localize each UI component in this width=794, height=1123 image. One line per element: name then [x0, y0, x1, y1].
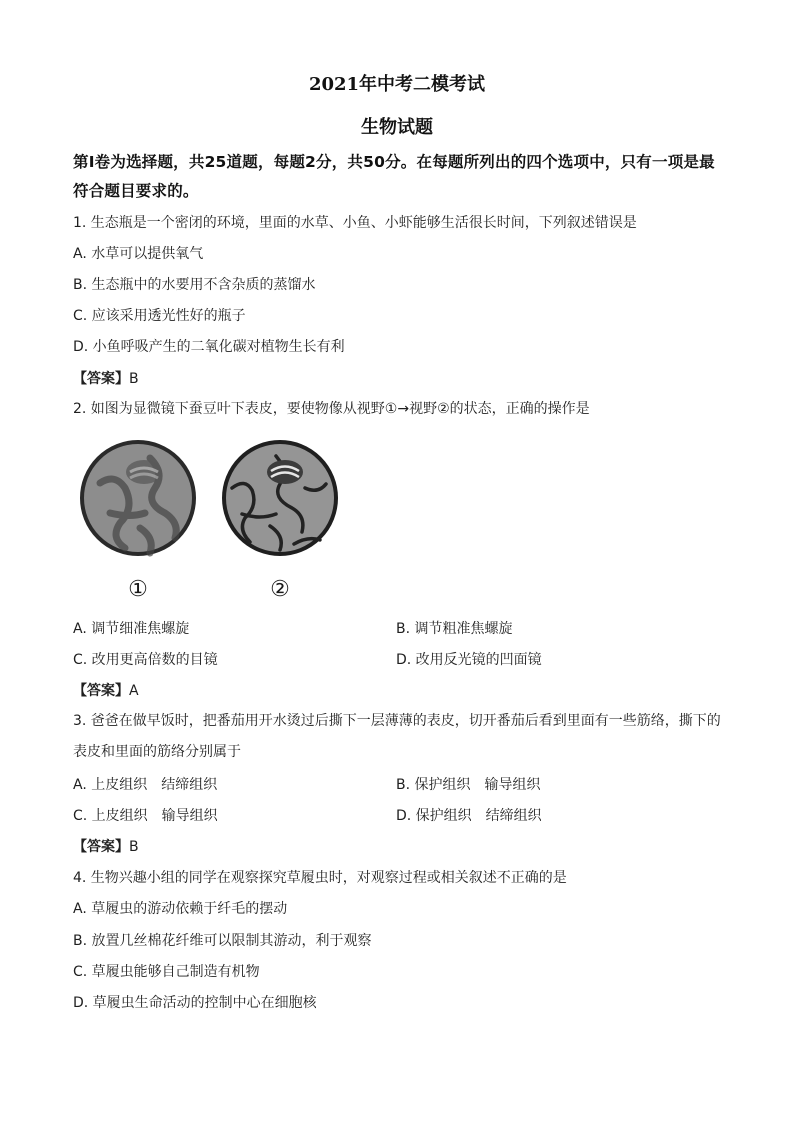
page-subtitle: 生物试题 [361, 117, 433, 138]
question-1-option-a: A. 水草可以提供氧气 [73, 246, 204, 262]
microscope-view-figure [80, 428, 350, 608]
question-2-answer [73, 682, 139, 700]
question-2-stem: 2. 如图为显微镜下蚕豆叶下表皮，要使物像从视野①→视野②的状态，正确的操作是 [73, 401, 590, 417]
question-3-stem-line-2: 表皮和里面的筋络分别属于 [73, 744, 241, 760]
question-1-option-b: B. 生态瓶中的水要用不含杂质的蒸馏水 [73, 277, 316, 293]
question-2-option-a: A. 调节细准焦螺旋 [73, 621, 190, 637]
question-1-stem: 1. 生态瓶是一个密闭的环境，里面的水草、小鱼、小虾能够生活很长时间，下列叙述错误是 [73, 215, 637, 231]
question-4-option-a: A. 草履虫的游动依赖于纤毛的摆动 [73, 901, 288, 917]
answer-label: 【答案】 [73, 371, 129, 387]
question-1-option-c: C. 应该采用透光性好的瓶子 [73, 308, 246, 324]
question-4-option-c: C. 草履虫能够自己制造有机物 [73, 964, 260, 980]
microscope-view-2 [224, 442, 336, 554]
question-1-answer [73, 370, 139, 388]
answer-label: 【答案】 [73, 683, 129, 699]
answer-value: B [129, 839, 139, 855]
figure-label-2: ② [270, 577, 290, 602]
section-instructions: 第I卷为选择题，共25道题，每题2分，共50分。在每题所列出的四个选项中，只有一项是最符合题目要求的。 [73, 153, 715, 200]
question-3-option-b: B. 保护组织 输导组织 [396, 777, 541, 793]
question-3-option-c: C. 上皮组织 输导组织 [73, 808, 218, 824]
answer-value: A [129, 683, 139, 699]
question-1-option-d: D. 小鱼呼吸产生的二氧化碳对植物生长有利 [73, 339, 345, 355]
question-4-stem: 4. 生物兴趣小组的同学在观察探究草履虫时，对观察过程或相关叙述不正确的是 [73, 870, 567, 886]
microscope-view-1 [82, 442, 194, 554]
answer-value: B [129, 371, 139, 387]
page-title: 2021年中考二模考试 [308, 74, 486, 95]
answer-label: 【答案】 [73, 839, 129, 855]
question-3-stem-line-1: 3. 爸爸在做早饭时，把番茄用开水烫过后撕下一层薄薄的表皮，切开番茄后看到里面有一些筋络，撕下的 [73, 713, 721, 729]
question-3-option-a: A. 上皮组织 结缔组织 [73, 777, 218, 793]
question-4-option-b: B. 放置几丝棉花纤维可以限制其游动，利于观察 [73, 933, 372, 949]
figure-label-1: ① [128, 577, 148, 602]
question-4-option-d: D. 草履虫生命活动的控制中心在细胞核 [73, 995, 317, 1011]
question-3-option-d: D. 保护组织 结缔组织 [396, 808, 542, 824]
question-3-answer [73, 838, 139, 856]
question-2-option-c: C. 改用更高倍数的目镜 [73, 652, 218, 668]
question-2-option-b: B. 调节粗准焦螺旋 [396, 621, 513, 637]
question-2-option-d: D. 改用反光镜的凹面镜 [396, 652, 542, 668]
